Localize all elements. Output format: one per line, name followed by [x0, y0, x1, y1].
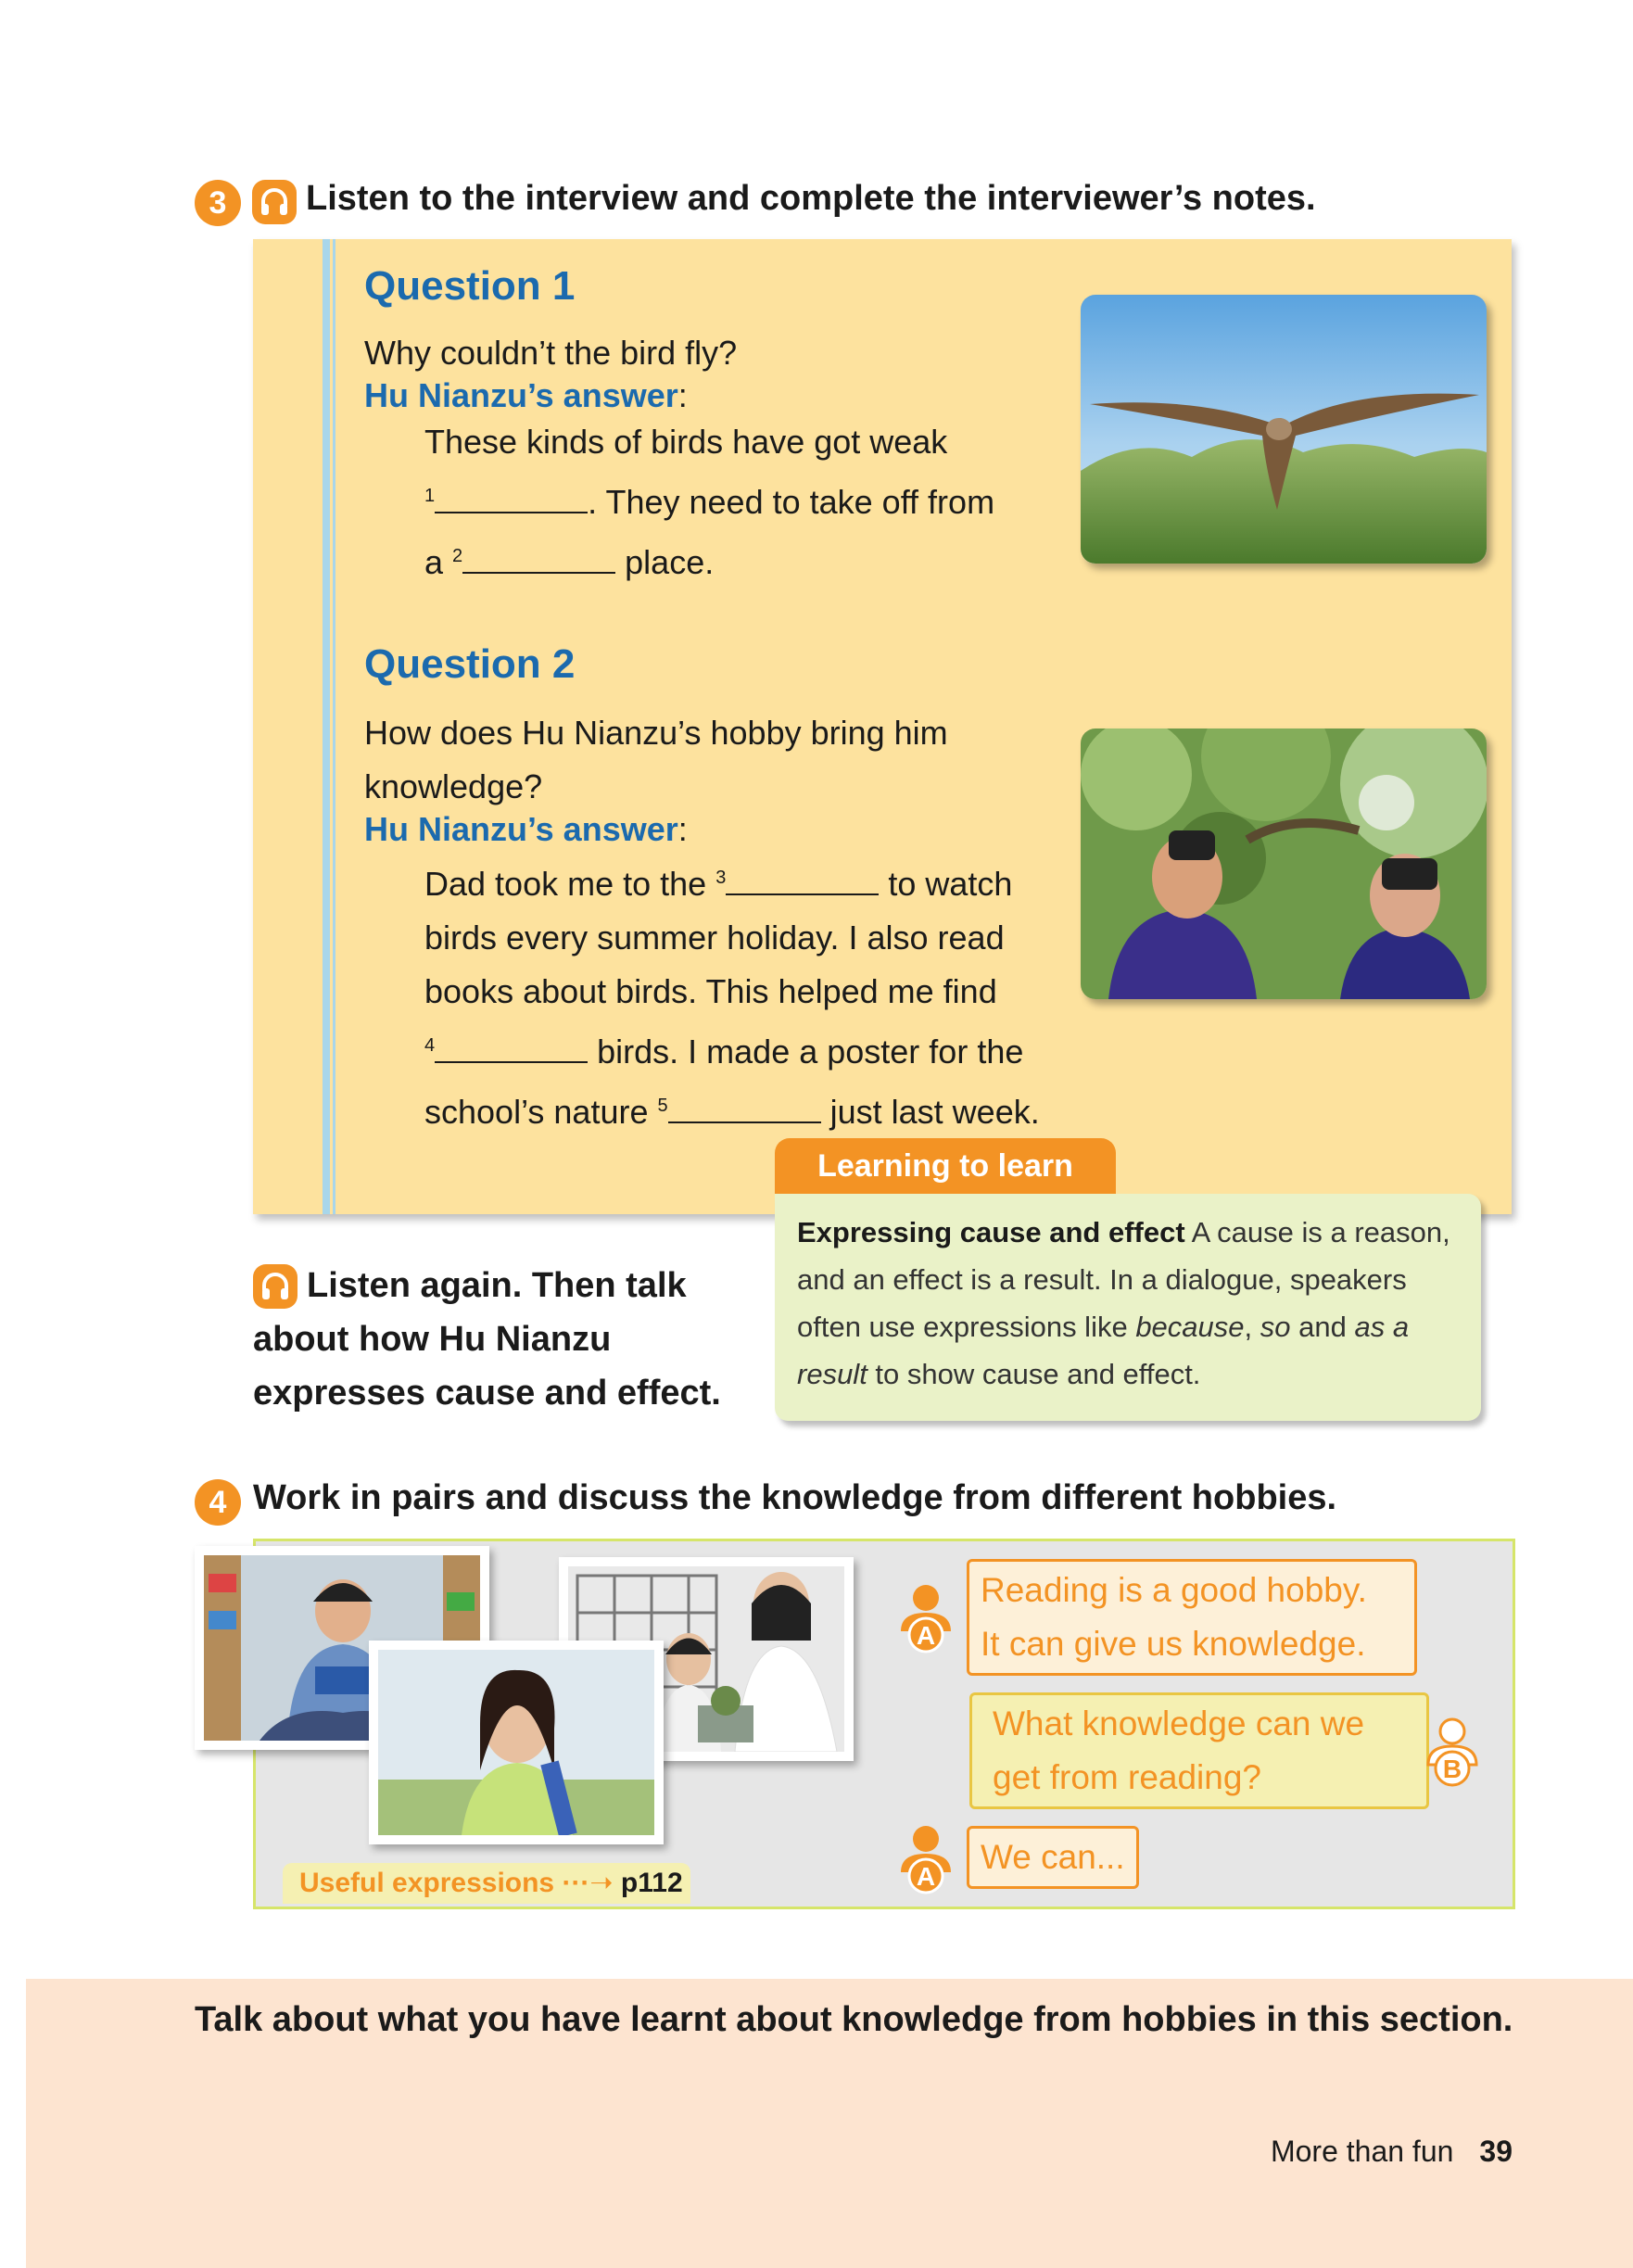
- answer-line: These kinds of birds have got weak: [424, 423, 948, 461]
- fill-blank-3[interactable]: [726, 862, 879, 895]
- speaker-letter: A: [916, 1862, 936, 1891]
- section-name: More than fun: [1270, 2135, 1454, 2168]
- speaker-a-icon: [897, 1824, 955, 1899]
- summary-instruction: Talk about what you have learnt about knowledge from hobbies in this section.: [195, 2000, 1513, 2039]
- answer-line: $^4$ birds. I made a poster for the: [424, 1019, 1040, 1079]
- fill-blank-5[interactable]: [668, 1090, 821, 1123]
- speech-bubble-a: Reading is a good hobby. It can give us knowledge.: [967, 1559, 1417, 1676]
- speaker-letter: B: [1442, 1755, 1462, 1783]
- bird-photo: [1081, 295, 1487, 564]
- question-title: Question 2: [364, 641, 576, 687]
- answer-line: books about birds. This helped me find: [424, 972, 997, 1010]
- listen-again-instruction: Listen again. Then talk about how Hu Nianzu expresses cause and effect.: [253, 1266, 721, 1413]
- question-title: Question 1: [364, 263, 576, 309]
- question-text: Why couldn’t the bird fly?: [364, 334, 738, 372]
- answer-line: Dad took me to the $^3$ to watch: [424, 851, 1040, 911]
- fill-blank-1[interactable]: [435, 480, 588, 513]
- hiking-hobby-photo: [369, 1641, 664, 1844]
- answer-line: school’s nature $^5$ just last week.: [424, 1079, 1040, 1139]
- fill-blank-4[interactable]: [435, 1030, 588, 1063]
- question-text: How does Hu Nianzu’s hobby bring him knowledge?: [364, 714, 948, 805]
- exercise-heading: Work in pairs and discuss the knowledge from different hobbies.: [253, 1478, 1337, 1517]
- speaker-letter: A: [916, 1621, 936, 1650]
- exercise-heading: Listen to the interview and complete the interviewer’s notes.: [306, 179, 1316, 218]
- page-footer: [1271, 2135, 1513, 2169]
- learning-to-learn-text: Expressing cause and effect A cause is a reason, and an effect is a result. In a dialogue, speakers often use expressions like because, so and as a result to show cause and effect.: [797, 1216, 1450, 1390]
- fill-blank-2[interactable]: [462, 540, 615, 574]
- learning-to-learn-box: [775, 1194, 1481, 1421]
- headphones-icon[interactable]: [252, 180, 297, 224]
- answer-line: birds every summer holiday. I also read: [424, 919, 1005, 957]
- birdwatching-photo: [1081, 729, 1487, 999]
- answer-label: Hu Nianzu’s answer:: [364, 376, 688, 414]
- exercise-number-badge: 3: [195, 180, 241, 226]
- answer-line: $^1$ . They need to take off from: [424, 469, 994, 529]
- answer-line: a $^2$ place.: [424, 529, 994, 589]
- answer-lines: [424, 415, 994, 589]
- page-number: 39: [1479, 2135, 1513, 2168]
- learning-to-learn-tab: Learning to learn: [775, 1138, 1116, 1194]
- speech-bubble-b: What knowledge can we get from reading?: [969, 1692, 1429, 1809]
- interview-notes-panel: [253, 239, 1512, 1214]
- answer-label: Hu Nianzu’s answer:: [364, 810, 688, 848]
- speaker-b-icon: [1424, 1717, 1481, 1792]
- exercise-number-badge: 4: [195, 1479, 241, 1526]
- speech-bubble-a: We can...: [967, 1826, 1139, 1889]
- speaker-a-icon: [897, 1583, 955, 1658]
- useful-expressions-link[interactable]: Useful expressions ···➝ p112: [283, 1863, 690, 1904]
- answer-lines: [424, 851, 1040, 1139]
